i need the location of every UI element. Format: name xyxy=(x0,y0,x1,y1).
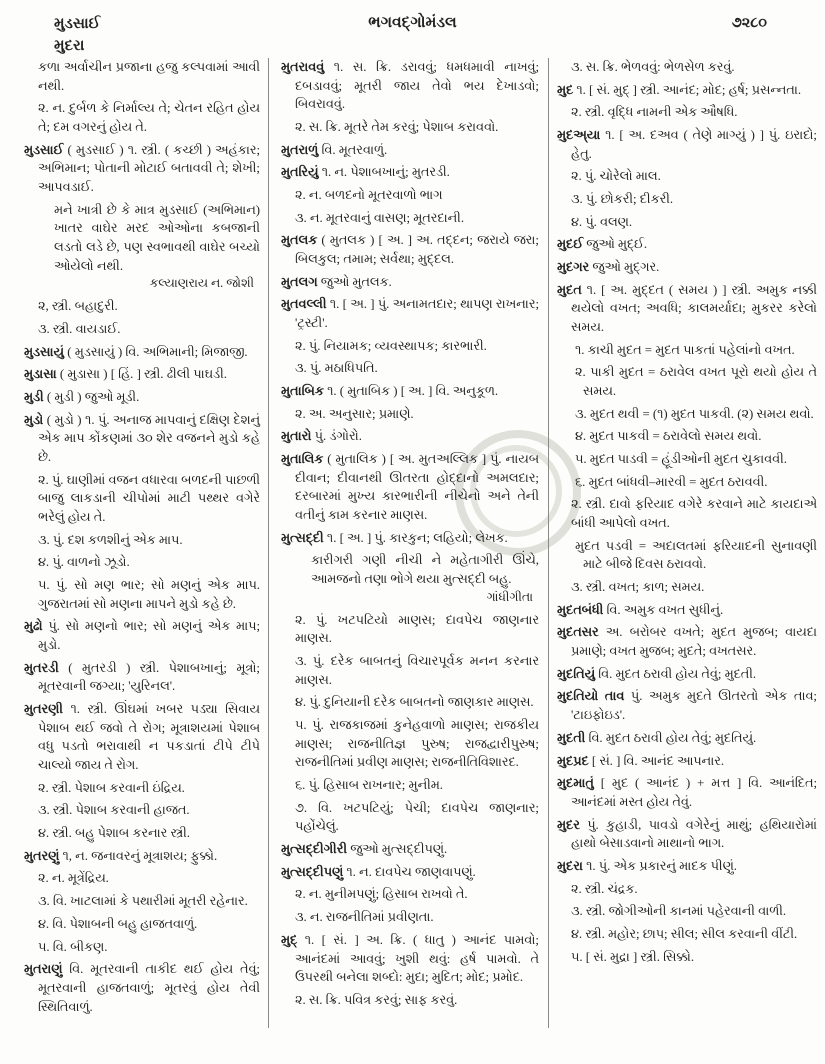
dictionary-entry: મુદમાતું [ મુદ ( આનંદ ) + મત્ત ] વિ. આનંદિત; આનંદમાં મસ્ત હોય તેવું. xyxy=(557,776,818,809)
headword: મુડસાયું xyxy=(24,344,68,359)
sense-line: ૨. સ્ત્રી. પેશાબ કરવાની ઇંદ્રિય. xyxy=(38,780,185,795)
sense-line: ૪. સ્ત્રી. બહુ પેશાબ કરનાર સ્ત્રી. xyxy=(38,826,190,841)
dictionary-column-2 xyxy=(281,54,539,1014)
headword: મુદતસર xyxy=(557,625,606,640)
sense-line: ૩. સ્ત્રી. પેશાબ કરવાની હાજત. xyxy=(38,803,190,818)
headword: મુદગર xyxy=(557,260,593,275)
sense-line: ૪. વિ. પેશાબની બહુ હાજતવાળું. xyxy=(38,916,198,931)
idiom-line: ૫. મુદત પાડવી = હૂંડીઓની મુદત ચુકાવવી. xyxy=(575,452,787,467)
dictionary-entry: મુદઅ્યા ૧. [ અ. દઅવ ( તેણે માગ્યું ) ] પું. ઇરાદો; હેતુ. xyxy=(557,128,817,161)
dictionary-entry: મુતલગ જુઓ મુતલક. xyxy=(281,274,392,289)
idiom-line: ૩. મુદત થવી = (૧) મુદત પાકવી. (૨) સમય થવો. xyxy=(575,406,814,421)
sense-line: ૩. પું. દશ કળશીનું એક માપ. xyxy=(38,532,183,547)
headword: મુદ xyxy=(557,82,577,97)
headword: મુતરાળું xyxy=(281,142,322,157)
headword: મુદ્ xyxy=(281,932,305,947)
headword: મુતરિયું xyxy=(281,165,322,180)
sense-line: ૨. ન. દુર્બળ કે નિર્માલ્ય તે; ચેતન રહિત હોય તે; દમ વગરનું હોય તે. xyxy=(38,101,260,135)
sense-line: ૨. પું. ઘાણીમાં વજન વધારવા બળદની પાછળી બાજુ લાકડાની ચીપોમાં માટી પથ્થર વગેરે ભરેલું હોય તે. xyxy=(38,472,260,525)
sense-line: ૩. સ. ક્રિ. ભેળવવું: ભેળસેળ કરવું. xyxy=(571,60,735,74)
headword: મુતલગ xyxy=(281,274,321,289)
citation: કલ્યાણરાય ન. જોશી xyxy=(149,276,254,291)
sense-line: ૭. વિ. ખટપટિયું; પેચી; દાવપેચ જાણનાર; પહોંચેલું. xyxy=(295,800,539,834)
column-rule-right xyxy=(548,58,549,1028)
headword: મુતવલ્લી xyxy=(281,297,330,312)
headword: મુદપ્રદ xyxy=(557,753,592,768)
running-head-first-word: મુડસાઈ xyxy=(54,16,101,32)
sense-line: ૩. વિ. ખાટલામાં કે પથારીમાં મૂતરી રહેનાર. xyxy=(38,894,248,909)
dictionary-entry: મુતલક ( મુતલક ) [ અ. ] અ. તદ્દન; જરાયે જરા; બિલકુલ; તમામ; સર્વથા; મુદ્દલ. xyxy=(281,233,539,267)
sense-line: ૩. સ્ત્રી. વાયડાઈ. xyxy=(38,322,121,337)
dictionary-entry: મુદતસર અ. બરોબર વખતે; મુદત મુજબ; વાયદા પ્રમાણે; વખત મુજબ; મુદતે; વખતસર. xyxy=(557,625,818,659)
dictionary-column-1 xyxy=(24,54,260,1020)
dictionary-entry: મુતારો પું. ડંગોરો. xyxy=(281,429,362,444)
sense-line: ૨. સ. ક્રિ. પવિત્ર કરવું; સાફ કરવું. xyxy=(295,992,458,1007)
dictionary-entry: મુતવલ્લી ૧. [ અ. ] પું. અનામતદાર; થાપણ રાખનાર; 'ટ્રસ્ટી'. xyxy=(281,297,539,331)
page-title: ભગવદ્ગોમંડલ xyxy=(368,14,457,31)
headword: મુદતિયું xyxy=(557,666,599,681)
dictionary-entry: મુઢો પું. સો મણનો ભાર; સો મણનું એક માપ; મુડો. xyxy=(24,619,261,653)
sense-line: ૪. પું. વલણ. xyxy=(571,214,633,229)
sense-line: ૩. પું. દરેક બાબતનું વિચારપૂર્વક મનન કરનાર માણસ. xyxy=(295,654,539,687)
idiom-line: ૬. મુદત બાંધવી–મારવી = મુદત ઠરાવવી. xyxy=(575,474,768,489)
column-rule-left xyxy=(268,58,269,1028)
sense-line: ૨. પું. ચોરેલો માલ. xyxy=(571,169,661,184)
dictionary-entry: મુદત ૧. [ અ. મુદ્દત ( સમય ) ] સ્ત્રી. અમુક નક્કી થયેલો વખત; અવધિ; કાલમર્યાદા; મુકરર કરેલો સમય. xyxy=(557,282,817,335)
headword: મુતરણી xyxy=(24,702,71,717)
dictionary-entry: મુતરાવવું ૧. સ. ક્રિ. ડરાવવું; ધમધમાવી નાખવું; દબડાવવું; મૂતરી જાય તેવો ભય દેખાડવો; બિવરાવવું. xyxy=(281,60,540,112)
sense-line: ૪. પું. દુનિયાની દરેક બાબતનો જાણકાર માણસ. xyxy=(295,695,534,710)
dictionary-entry: મુદતિયો તાવ પું. અમુક મુદતે ઊતરતો એક તાવ; 'ટાઇફોઇડ'. xyxy=(557,689,817,723)
idiom-line: મુદત પડવી = અદાલતમાં ફરિયાદની સુનાવણી માટે બીજે દિવસ ઠરાવવો. xyxy=(575,538,817,572)
idiom-line: ૪. મુદત પાકવી = ઠરાવેલો સમય થવો. xyxy=(575,429,762,444)
page-number: ૭૨૮૦ xyxy=(731,15,767,31)
headword: મુતાલિક xyxy=(281,452,328,467)
dictionary-entry: મુત્સદ્દીપણું ૧. ન. દાવપેચ જાણવાપણું. xyxy=(281,864,476,879)
dictionary-entry: મુદઈ જુઓ મુદ્ઈ. xyxy=(557,237,648,252)
dictionary-entry: મુતાલિક ( મુતાલિક ) [ અ. મુતઅલ્લિક ] પું. નાયબ દીવાન; દીવાનથી ઊતરતા હોદ્દાનો અમલદાર; દરબારમાં મુખ્ય કારભારીની નીચેનો અને તેની વતીનું કામ કરનાર માણસ. xyxy=(281,452,539,523)
dictionary-entry: મુતરણું ૧, ન. જનાવરનું મૂત્રાશય; ફુક્કો. xyxy=(24,848,218,863)
sense-line: ૨. અ. અનુસાર; પ્રમાણે. xyxy=(295,406,414,421)
sense-line: ૨. પું. ખટપટિયો માણસ; દાવપેચ જાણનાર માણસ. xyxy=(295,612,539,646)
dictionary-entry: મુતરાણું વિ. મૂતરવાની તાકીદ થઈ હોય તેવું; મૂતરવાની હાજતવાળું; મૂતરવું હોય તેવી સ્થિતિવાળું. xyxy=(24,962,260,1014)
dictionary-entry: મુડી ( મુડી ) જુઓ મૂડી. xyxy=(24,390,140,405)
dictionary-entry: મુડાસા ( મુડાસા ) [ હિં. ] સ્ત્રી. ઢીલી પાઘડી. xyxy=(24,367,227,382)
headword: મુદતિયો તાવ xyxy=(557,689,631,704)
headword: મુડાસા xyxy=(24,367,60,382)
idiom-line: ૨. પાકી મુદત = ઠરાવેલ વખત પૂરો થયો હોય તે સમય. xyxy=(575,365,817,399)
headword: મુદત xyxy=(557,282,587,297)
dictionary-entry: મુદતિયું વિ. મુદત ઠરાવી હોય તેવું; મુદતી. xyxy=(557,666,757,681)
dictionary-entry: મુદતબંધી વિ. અમુક વખત સુધીનું. xyxy=(557,602,724,617)
headword: મુતરણું xyxy=(24,848,63,863)
sense-line: ૩. ન. રાજનીતિમાં પ્રવીણતા. xyxy=(295,910,434,925)
dictionary-entry: મુતરડી ( મુતરડી ) સ્ત્રી. પેશાબખાનું; મૂત્રો; મૂતરવાની જગ્યા; 'યુરિનલ'. xyxy=(24,660,260,694)
headword: મુઢો xyxy=(24,619,49,634)
sense-line: ૨. સ્ત્રી. વૃદ્ધિ નામની એક ઔષધિ. xyxy=(571,105,738,120)
headword: મુત્સદ્દીગીરી xyxy=(281,842,351,857)
sense-line: ૪. પું. વાળનો ઝૂડો. xyxy=(38,555,130,570)
sense-line: ૨. ન. મુનીમપણું; હિસાબ રાખવો તે. xyxy=(295,887,468,902)
dictionary-entry: મુત્સદ્દી ૧. [ અ. ] પું. કારકુન; લહિયો; લેખક. xyxy=(281,530,508,545)
quote-line: કારીગરી ગણી નીચી ને મહેતાગીરી ઊંચે, આમજનો તણા ભોગે થયા મુત્સદ્દી બહુ. xyxy=(311,553,539,587)
sense-line: ૬. પું. હિસાબ રાખનાર; મુનીમ. xyxy=(295,778,444,793)
dictionary-entry: મુદગર જુઓ મુદ્ગર. xyxy=(557,260,660,275)
dictionary-entry: મુદ ૧. [ સં. મુદ્ ] સ્ત્રી. આનંદ; મોદ; હર્ષ; પ્રસન્નતા. xyxy=(557,82,802,97)
headword: મુતરાણું xyxy=(24,962,70,977)
headword: મુદમાતું xyxy=(557,776,601,791)
sense-line: ૪. સ્ત્રી. મહોર; છાપ; સીલ; સીલ કરવાની વીંટી. xyxy=(571,926,798,941)
dictionary-entry: મુડસાઈ ( મુડસાઈ ) ૧. સ્ત્રી. ( કચ્છી ) અહંકાર; અભિમાન; પોતાની મોટાઈ બતાવવી તે; શેખી; આપવડાઈ. xyxy=(24,142,261,195)
headword: મુતાબિક xyxy=(281,384,328,399)
dictionary-entry: મુદપ્રદ [ સં. ] વિ. આનંદ આપનાર. xyxy=(557,753,725,768)
headword: મુદઈ xyxy=(557,237,587,252)
headword: મુત્સદ્દી xyxy=(281,530,327,545)
sense-line: ૨. સ્ત્રી. દાવો ફરિયાદ વગેરે કરવાને માટે કાયદાએ બાંધી આપેલો વખત. xyxy=(571,497,817,531)
sense-line: ૩. સ્ત્રી. જોગીઓની કાનમાં પહેરવાની વાળી. xyxy=(571,904,787,919)
sense-line: ૫. વિ. બીકણ. xyxy=(38,939,108,954)
dictionary-entry: મુતાબિક ૧. ( મુતાબિક ) [ અ. ] વિ. અનુકૂળ. xyxy=(281,384,499,399)
dictionary-entry: મુદ્ ૧. [ સં. ] અ. ક્રિ. ( ધાતુ ) આનંદ પામવો; આનંદમાં આવવું; ખુશી થવું: હર્ષ પામવો. તે ઉપરથી બનેલા શબ્દો: મુદા; મુદિત; મોદ; પ્રમોદ. xyxy=(281,932,539,985)
sense-line: ૩. પું. મઠાધિપતિ. xyxy=(295,361,378,376)
dictionary-entry: મુદર પું. કુહાડી, પાવડો વગેરેનું માથું; હથિયારોમાં હાથો બેસાડવાનો માથાનો ભાગ. xyxy=(557,817,817,851)
headword: મુદતબંધી xyxy=(557,602,607,617)
dictionary-entry: મુતરિયું ૧. ન. પેશાબખાનું; મુતરડી. xyxy=(281,165,450,180)
headword: મુત્સદ્દીપણું xyxy=(281,864,347,879)
sense-line: ૩. ન. મૂતરવાનું વાસણ; મૂતરદાની. xyxy=(295,210,465,225)
running-head-last-word: મુદરા xyxy=(54,37,85,54)
headword: મુતારો xyxy=(281,429,315,444)
sense-line: ૫. પું. રાજકાજમાં કુનેહવાળો માણસ; રાજકીય માણસ; રાજનીતિજ્ઞ પુરુષ; રાજદ્વારીપુરુષ; રાજનીતિમાં પ્રવીણ માણસ; રાજનીતિવિશારદ. xyxy=(295,718,539,770)
dictionary-entry: મુતરણી ૧. સ્ત્રી. ઊંઘમાં ખબર પડ્યા સિવાય પેશાબ થઈ જવો તે રોગ; મૂત્રાશયમાં પેશાબ વધુ પડતો ભરાવાથી ન પકડાતાં ટીપે ટીપે ચાલ્યો જાય તે રોગ. xyxy=(24,702,260,773)
dictionary-column-3 xyxy=(557,54,817,970)
headword: મુતરાવવું xyxy=(281,60,334,74)
headword: મુતરડી xyxy=(24,660,69,675)
quote-line: મને ખાત્રી છે કે માત્ર મુડસાઈ (અભિમાન) ખાતર વાઘેર મરદ ઓઓના કબજાની લડતો લડે છે, પણ સ્વભાવથી વાઘેર બચ્યો ઓયેલો નથી. xyxy=(54,202,260,273)
dictionary-entry: મુતરાળું વિ. મૂતરવાળું. xyxy=(281,142,388,157)
page-header xyxy=(0,10,825,58)
sense-line: ૩. પું. છોકરી; દીકરી. xyxy=(571,192,674,207)
headword: મુદઅ્યા xyxy=(557,128,606,143)
sense-line: ૩. સ્ત્રી. વખત; કાળ; સમય. xyxy=(571,580,705,595)
headword: મુદરા xyxy=(557,858,587,873)
sense-line: ૨. સ્ત્રી. ચંદ્રક. xyxy=(571,881,638,896)
headword: મુતલક xyxy=(281,233,322,248)
dictionary-entry: મુડસાયું ( મુડસાયું ) વિ. અભિમાની; મિજાજી. xyxy=(24,344,248,359)
sense-line: ૨. સ. ક્રિ. મૂતરે તેમ કરવું; પેશાબ કરાવવો. xyxy=(295,120,499,135)
citation: ગાંધીગીતા xyxy=(486,589,533,604)
dictionary-entry: મુદતી વિ. મુદત ઠરાવી હોય તેવું; મુદતિયું. xyxy=(557,730,757,745)
dictionary-entry: મુત્સદ્દીગીરી જુઓ મુત્સદ્દીપણું. xyxy=(281,842,448,857)
sense-line: ૨, સ્ત્રી. બહાદુરી. xyxy=(38,299,118,314)
dictionary-entry: મુડો ( મુડો ) ૧. પું. અનાજ માપવાનું દક્ષિણ દેશનું એક માપ કોંકણમાં ૩૦ શેર વજનને મુડો કહે છે. xyxy=(24,412,260,465)
sense-line: ૫. [ સં. મુદ્રા ] સ્ત્રી. સિક્કો. xyxy=(571,949,695,964)
headword: મુદતી xyxy=(557,730,589,745)
sense-line: ૨. ન. બળદનો મૂતરવાળો ભાગ xyxy=(295,188,443,203)
dictionary-entry: મુદરા ૧. પું. એક પ્રકારનું માદક પીણું. xyxy=(557,858,737,873)
idiom-line: ૧. કાચી મુદત = મુદત પાકતાં પહેલાંનો વખત. xyxy=(575,342,795,357)
sense-line: ૨. ન. મૂત્રેંદ્રિય. xyxy=(38,871,109,886)
headword: મુડો xyxy=(24,412,47,427)
sense-line: ૫. પું. સો મણ ભાર; સો મણનું એક માપ. ગુજરાતમાં સો મણના માપને મુડો કહે છે. xyxy=(38,578,260,611)
continuation-line: કળા અર્વાચીન પ્રજાના હજુ કલ્પવામાં આવી નથી. xyxy=(38,60,260,93)
headword: મુદર xyxy=(557,817,588,832)
headword: મુડસાઈ xyxy=(24,142,68,157)
sense-line: ૨. પું. નિયામક; વ્યવસ્થાપક; કારભારી. xyxy=(295,338,487,353)
headword: મુડી xyxy=(24,390,47,405)
